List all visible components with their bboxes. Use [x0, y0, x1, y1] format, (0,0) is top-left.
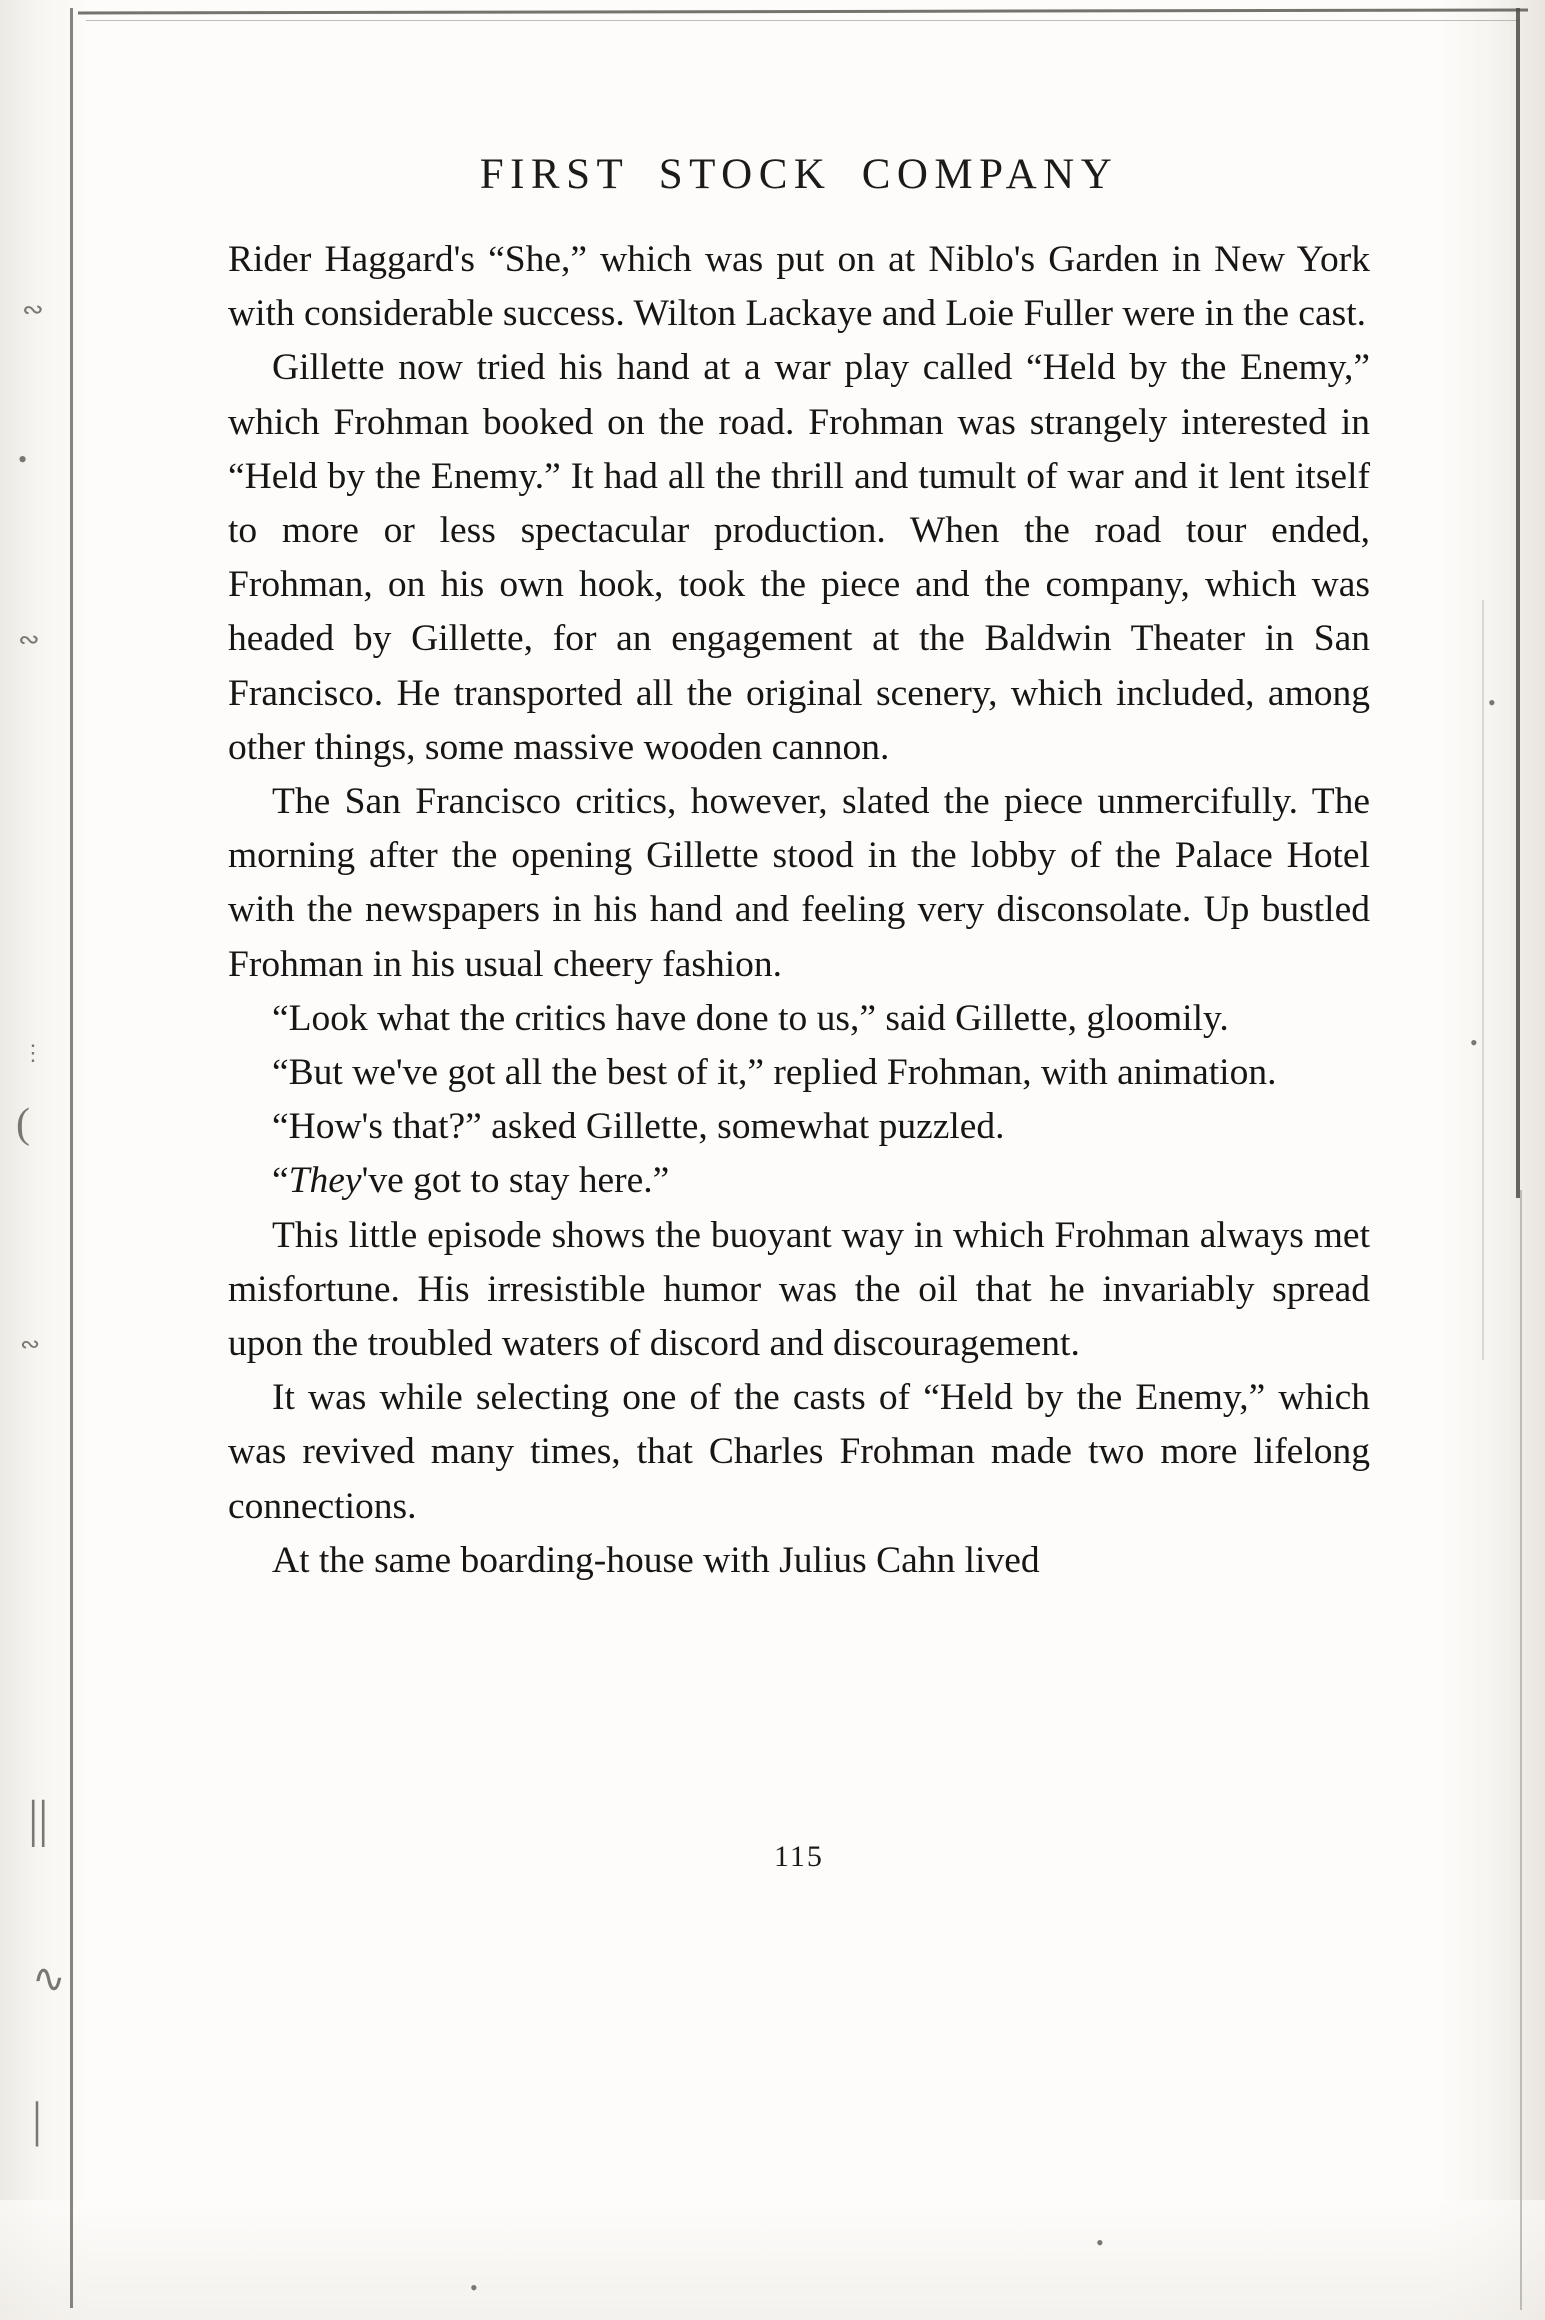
paragraph: Gillette now tried his hand at a war play called “Held by the Enemy,” which Frohman booked on the road. Frohman was strangely interested in “Held by the Enemy.” It had all the thrill and tumult of war and it lent itself to more or less spectacular production. When the road tour ended, Frohman, on his own hook, took the piece and the company, which was headed by Gillette, for an engagement at the Baldwin Theater in San Francisco. He transported all the original scenery, which included, among other things, some massive wooden cannon.	[228, 347, 1370, 768]
margin-mark: |	[38, 1791, 49, 1848]
paragraph: It was while selecting one of the casts of “Held by the Enemy,” which was revived many times, that Charles Frohman made two more lifelong connections.	[228, 1377, 1370, 1527]
paragraph: “Look what the critics have done to us,” said Gillette, gloomily.	[272, 997, 1229, 1039]
page-edge-top	[78, 8, 1528, 14]
italic-word: They	[288, 1160, 362, 1202]
margin-mark: •	[1096, 2230, 1104, 2255]
paragraph-tail: 've got to stay here.”	[361, 1160, 670, 1202]
scan-shadow-right	[1435, 0, 1545, 2320]
margin-mark: ∾	[22, 295, 44, 324]
paragraph: At the same boarding-house with Julius Cahn lived	[272, 1539, 1040, 1581]
paragraph: “But we've got all the best of it,” replied Frohman, with animation.	[272, 1052, 1277, 1094]
margin-mark: |	[28, 1791, 39, 1848]
margin-mark: ∾	[18, 625, 40, 654]
margin-mark: ∿	[32, 1956, 66, 2001]
paragraph: This little episode shows the buoyant way in which Frohman always met misfortune. His irresistible humor was the oil that he invariably spread upon the troubled waters of discord and discouragement.	[228, 1214, 1370, 1365]
paragraph: “How's that?” asked Gillette, somewhat puzzled.	[272, 1106, 1005, 1148]
margin-mark: ∾	[20, 1332, 41, 1358]
margin-mark: •	[1488, 690, 1496, 715]
page-text-block	[228, 150, 1370, 1873]
page-edge-right	[1516, 8, 1520, 1198]
margin-mark: •	[470, 2275, 478, 2300]
margin-mark: •	[18, 445, 28, 474]
margin-mark: •	[1470, 1030, 1478, 1055]
page-edge-top-secondary	[86, 20, 1518, 21]
page-number: 115	[774, 1840, 824, 1873]
page-running-head: FIRST STOCK COMPANY	[479, 151, 1119, 198]
quote-open-mark: “	[272, 1160, 289, 1202]
scan-shadow-bottom	[0, 2200, 1545, 2320]
page-edge-right-lower	[1520, 1190, 1522, 2310]
paragraph-with-italic	[228, 1154, 1370, 1208]
margin-mark: (	[16, 1101, 30, 1147]
margin-mark: ⋮	[22, 1040, 44, 1065]
paragraph: The San Francisco critics, however, slated the piece unmercifully. The morning after the opening Gillette stood in the lobby of the Palace Hotel with the newspapers in his hand and feeling very disconsolate. Up bustled Frohman in his usual cheery fashion.	[228, 781, 1370, 985]
margin-mark: |	[32, 2091, 43, 2147]
page-edge-right-inner	[1482, 600, 1484, 1360]
page-edge-left	[70, 8, 73, 2308]
paragraph: Rider Haggard's “She,” which was put on at Niblo's Garden in New York with considerable success. Wilton Lackaye and Loie Fuller were in the cast.	[228, 239, 1370, 335]
